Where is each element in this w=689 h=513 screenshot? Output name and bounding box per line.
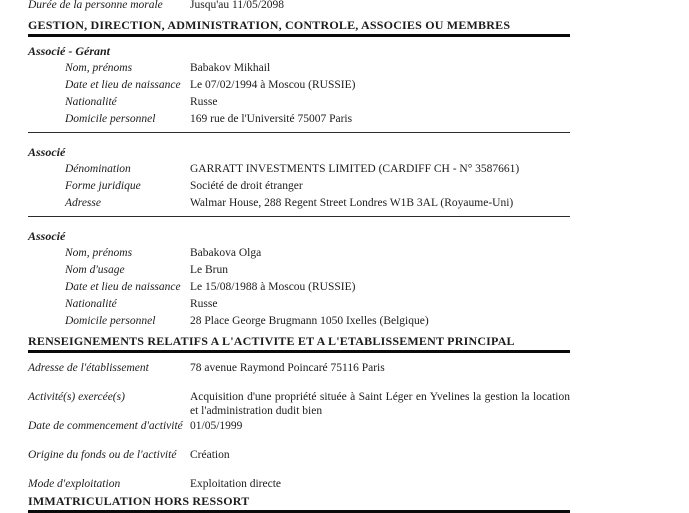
field-value: Le 15/08/1988 à Moscou (RUSSIE): [190, 281, 356, 293]
field-value: Walmar House, 288 Regent Street Londres W1B 3AL (Royaume-Uni): [190, 197, 514, 209]
field-label: Adresse: [65, 197, 101, 209]
block-title-associe-1: Associé: [28, 145, 66, 159]
field-value: Exploitation directe: [190, 478, 282, 490]
field-row: [28, 264, 570, 277]
field-label: Domicile personnel: [65, 113, 156, 125]
field-label: Dénomination: [65, 163, 131, 175]
field-value: 78 avenue Raymond Poincaré 75116 Paris: [190, 362, 385, 374]
field-label: Activité(s) exercée(s): [28, 391, 125, 403]
field-label: Mode d'exploitation: [28, 478, 121, 490]
field-label: Date et lieu de naissance: [65, 281, 181, 293]
field-label: Date et lieu de naissance: [65, 79, 181, 91]
field-value: 28 Place George Brugmann 1050 Ixelles (Belgique): [190, 315, 429, 327]
field-row: [28, 315, 570, 328]
associe-gerant-rows: [28, 62, 570, 126]
field-label: Nationalité: [65, 298, 117, 310]
field-label: Nom, prénoms: [65, 62, 133, 74]
field-value: Le 07/02/1994 à Moscou (RUSSIE): [190, 79, 356, 91]
field-label: Durée de la personne morale: [28, 0, 163, 11]
section-heading-immatriculation: IMMATRICULATION HORS RESSORT: [28, 495, 570, 513]
field-row: [28, 96, 570, 109]
field-label: Adresse de l'établissement: [28, 362, 149, 374]
field-value: Babakov Mikhail: [190, 62, 271, 74]
field-value: Création: [190, 449, 230, 461]
field-value: GARRATT INVESTMENTS LIMITED (CARDIFF CH - N° 3587661): [190, 163, 520, 175]
field-row: [28, 62, 570, 75]
block-title-associe-2: Associé: [28, 229, 66, 243]
field-value: Société de droit étranger: [190, 180, 303, 192]
field-row: [28, 113, 570, 126]
section-heading-renseignements: RENSEIGNEMENTS RELATIFS A L'ACTIVITE ET A L'ETABLISSEMENT PRINCIPAL: [28, 335, 570, 353]
field-row: [28, 477, 570, 491]
field-value: Jusqu'au 11/05/2098: [190, 0, 284, 11]
field-value: 01/05/1999: [190, 420, 243, 432]
associe-company-rows: [28, 163, 570, 210]
field-row: [28, 180, 570, 193]
field-row: [28, 419, 570, 433]
field-row: [28, 197, 570, 210]
separator-line: [28, 132, 570, 133]
field-label: Nom, prénoms: [65, 247, 133, 259]
field-value: Russe: [190, 298, 218, 310]
separator-line: [28, 216, 570, 217]
field-row: [28, 390, 570, 418]
section-heading-gestion: GESTION, DIRECTION, ADMINISTRATION, CONTROLE, ASSOCIES OU MEMBRES: [28, 19, 570, 37]
renseignements-rows: [28, 361, 570, 491]
field-label: Nationalité: [65, 96, 117, 108]
field-row: [28, 361, 570, 375]
field-value: Acquisition d'une propriété située à Saint Léger en Yvelines la gestion la location et l'administration dudit bien: [190, 391, 570, 417]
field-row: [28, 163, 570, 176]
field-row: [28, 448, 570, 462]
field-label: Date de commencement d'activité: [28, 420, 183, 432]
block-title-associe-gerant: Associé - Gérant: [28, 44, 110, 58]
field-row: [28, 79, 570, 92]
field-value: Russe: [190, 96, 218, 108]
field-value: Le Brun: [190, 264, 229, 276]
field-row-duree: [28, 0, 570, 12]
field-label: Origine du fonds ou de l'activité: [28, 449, 177, 461]
field-label: Nom d'usage: [65, 264, 125, 276]
field-row: [28, 281, 570, 294]
field-label: Forme juridique: [65, 180, 141, 192]
field-value: Babakova Olga: [190, 247, 262, 259]
field-value: 169 rue de l'Université 75007 Paris: [190, 113, 353, 125]
field-label: Domicile personnel: [65, 315, 156, 327]
field-row: [28, 298, 570, 311]
field-row: [28, 247, 570, 260]
associe-person-rows: [28, 247, 570, 328]
